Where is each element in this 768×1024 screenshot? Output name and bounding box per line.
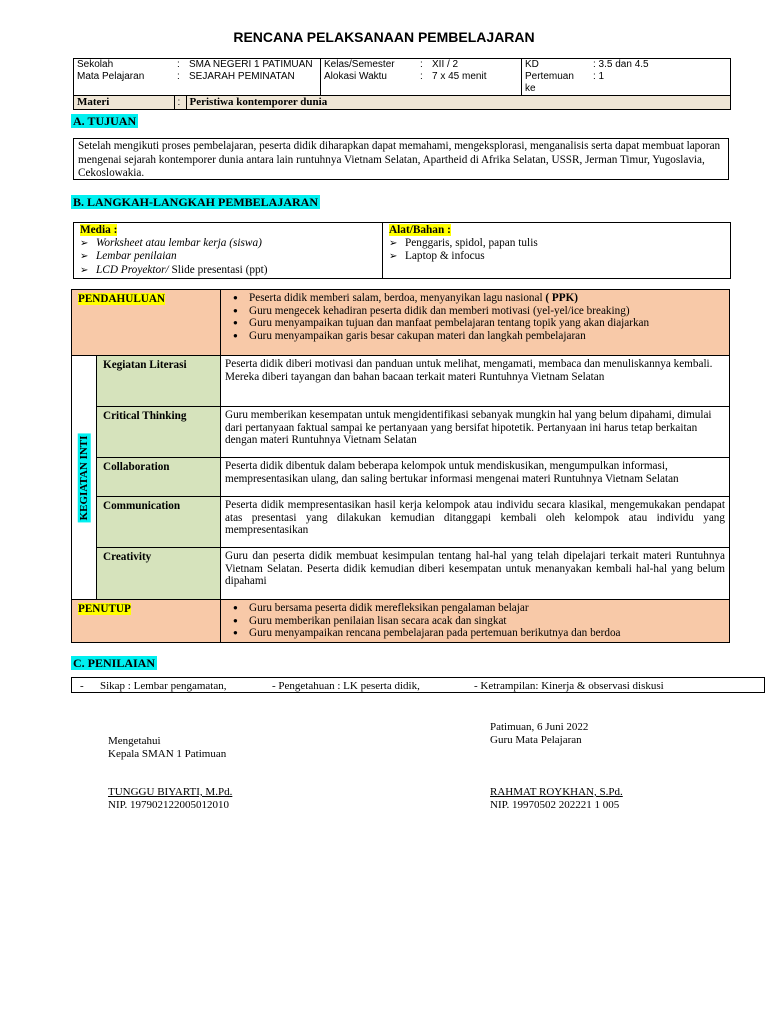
arrow-bullet-icon: ➢	[389, 251, 398, 262]
kd-label: KD	[522, 59, 591, 72]
row-label: Collaboration	[97, 458, 221, 497]
pendahuluan-item: ● Peserta didik memberi salam, berdoa, menyanyikan lagu nasional ( PPK)	[249, 292, 725, 305]
sekolah-label: Sekolah	[77, 59, 114, 70]
alat-item: Laptop & infocus	[405, 250, 485, 262]
colon: :	[174, 96, 186, 110]
alokasi-label: Alokasi Waktu	[321, 71, 418, 96]
penilaian-sikap: Sikap : Lembar pengamatan,	[100, 680, 227, 692]
pertemuan-value: : 1	[593, 71, 605, 82]
media-alat-table	[73, 222, 731, 279]
penutup-item: ● Guru memberikan penilaian lisan secara acak dan singkat	[249, 615, 725, 628]
pendahuluan-item: ● Guru mengecek kehadiran peserta didik dan memberi motivasi (yel-yel/ice breaking)	[249, 305, 725, 318]
signature-left-nip: NIP. 197902122005012010	[108, 799, 230, 811]
alat-label: Alat/Bahan :	[389, 224, 451, 236]
signature-left-name: TUNGGU BIYARTI, M.Pd.	[108, 786, 233, 798]
materi-value: Peristiwa kontemporer dunia	[186, 96, 731, 110]
langkah-heading-wrap	[71, 193, 320, 211]
penutup-item: ● Guru bersama peserta didik merefleksikan pengalaman belajar	[249, 602, 725, 615]
signature-left-line2: Kepala SMAN 1 Patimuan	[108, 748, 227, 760]
penilaian-box	[71, 677, 765, 693]
penutup-label-cell	[72, 600, 221, 643]
mapel-value: SEJARAH PEMINATAN	[189, 71, 295, 82]
kelas-label: Kelas/Semester	[321, 59, 418, 72]
media-item-suffix: Slide presentasi (ppt)	[168, 263, 268, 276]
penutup-content	[221, 600, 730, 643]
row-label: Kegiatan Literasi	[97, 356, 221, 407]
signature-date: Patimuan, 6 Juni 2022	[490, 721, 589, 733]
pendahuluan-label-cell	[72, 290, 221, 356]
pertemuan-label: Pertemuan ke	[522, 71, 591, 96]
row-text: Peserta didik diberi motivasi dan panduan untuk melihat, mengamati, membaca dan menuliskannya kembali. Mereka diberi tayangan dan bahan bacaan terkait materi Runtuhnya Vietnam Selatan	[221, 356, 730, 407]
media-item: Lembar penilaian	[96, 250, 177, 262]
row-text: Peserta didik dibentuk dalam beberapa kelompok untuk mendiskusikan, mengumpulkan informasi, mempresentasikan ulang, dan saling bertukar informasi mengenai materi Runtuhnya Vietnam Selatan	[221, 458, 730, 497]
row-text: Peserta didik mempresentasikan hasil kerja kelompok atau individu secara klasikal, mengemukakan pendapat atas presentasi yang dilakukan kemudian ditanggapi kembali oleh kelompok atau individu yang mempresentasikan	[221, 497, 730, 548]
ppk-label: ( PPK)	[545, 292, 579, 304]
colon: :	[177, 59, 180, 70]
colon: :	[420, 59, 423, 70]
row-text: Guru dan peserta didik membuat kesimpulan tentang hal-hal yang telah dipelajari terkait materi Runtuhnya Vietnam Selatan. Peserta didik kemudian diberi kesempatan untuk menanyakan kembali hal-hal yang belum dipahami	[221, 548, 730, 600]
langkah-heading: B. LANGKAH-LANGKAH PEMBELAJARAN	[73, 195, 319, 209]
penilaian-pengetahuan: - Pengetahuan : LK peserta didik,	[272, 680, 420, 692]
alokasi-value: 7 x 45 menit	[432, 71, 487, 82]
tujuan-heading-wrap	[71, 112, 138, 130]
media-cell	[74, 223, 383, 279]
signature-right-nip: NIP. 19970502 202221 1 005	[490, 799, 620, 811]
kd-value: : 3.5 dan 4.5	[593, 59, 649, 70]
pendahuluan-label: PENDAHULUAN	[78, 293, 166, 305]
media-label: Media :	[80, 224, 118, 236]
signature-right-line2: Guru Mata Pelajaran	[490, 734, 582, 746]
mapel-label: Mata Pelajaran	[77, 71, 145, 82]
kegiatan-inti-label: KEGIATAN INTI	[77, 435, 90, 520]
tujuan-text: Setelah mengikuti proses pembelajaran, peserta didik diharapkan dapat memahami, mengeksplorasi, menganalisis serta dapat membuat laporan mengenai sejarah kontemporer dunia antara lain runtuhnya Vietnam Selatan, Apartheid di Afrika Selatan, USSR, Jerman Timur, Yugoslavia, Cekoslowakia.	[73, 138, 729, 180]
pendahuluan-item: ● Guru menyampaikan garis besar cakupan materi dan langkah pembelajaran	[249, 330, 725, 343]
row-label: Creativity	[97, 548, 221, 600]
colon: :	[177, 71, 180, 82]
header-info-table	[73, 58, 731, 110]
kegiatan-inti-cell	[72, 356, 97, 600]
alat-cell	[383, 223, 731, 279]
penilaian-dash: -	[80, 680, 84, 692]
kegiatan-table	[71, 289, 730, 643]
pendahuluan-item: ● Guru menyampaikan tujuan dan manfaat pembelajaran tentang topik yang akan diajarkan	[249, 317, 725, 330]
signature-right-name: RAHMAT ROYKHAN, S.Pd.	[490, 786, 623, 798]
arrow-bullet-icon: ➢	[80, 237, 89, 249]
arrow-bullet-icon: ➢	[389, 237, 398, 249]
penilaian-heading-wrap	[71, 654, 157, 672]
document-title: RENCANA PELAKSANAAN PEMBELAJARAN	[233, 29, 535, 45]
media-item: Worksheet atau lembar kerja (siswa)	[96, 236, 262, 249]
penilaian-heading: C. PENILAIAN	[73, 656, 156, 670]
arrow-bullet-icon: ➢	[80, 264, 89, 276]
penutup-item: ● Guru menyampaikan rencana pembelajaran pada pertemuan berikutnya dan berdoa	[249, 627, 725, 640]
alat-item: Penggaris, spidol, papan tulis	[405, 236, 538, 249]
tujuan-heading: A. TUJUAN	[73, 114, 137, 128]
penutup-label: PENUTUP	[78, 603, 131, 615]
row-label: Critical Thinking	[97, 407, 221, 458]
kelas-value: XII / 2	[432, 59, 459, 70]
row-text: Guru memberikan kesempatan untuk mengidentifikasi sebanyak mungkin hal yang belum dipahami, dimulai dari pertanyaan faktual sampai ke pertanyaan yang bersifat hipotetik. Pertanyaan ini harus tetap berkaitan dengan materi Runtuhnya Vietnam Selatan	[221, 407, 730, 458]
media-item: LCD Proyektor/	[96, 263, 169, 276]
arrow-bullet-icon: ➢	[80, 251, 89, 262]
signature-left-line1: Mengetahui	[108, 735, 161, 747]
penilaian-keterampilan: - Ketrampilan: Kinerja & observasi diskusi	[474, 680, 664, 692]
colon: :	[420, 71, 423, 82]
materi-label: Materi	[74, 96, 175, 110]
sekolah-value: SMA NEGERI 1 PATIMUAN	[189, 59, 313, 70]
row-label: Communication	[97, 497, 221, 548]
pendahuluan-content	[221, 290, 730, 356]
